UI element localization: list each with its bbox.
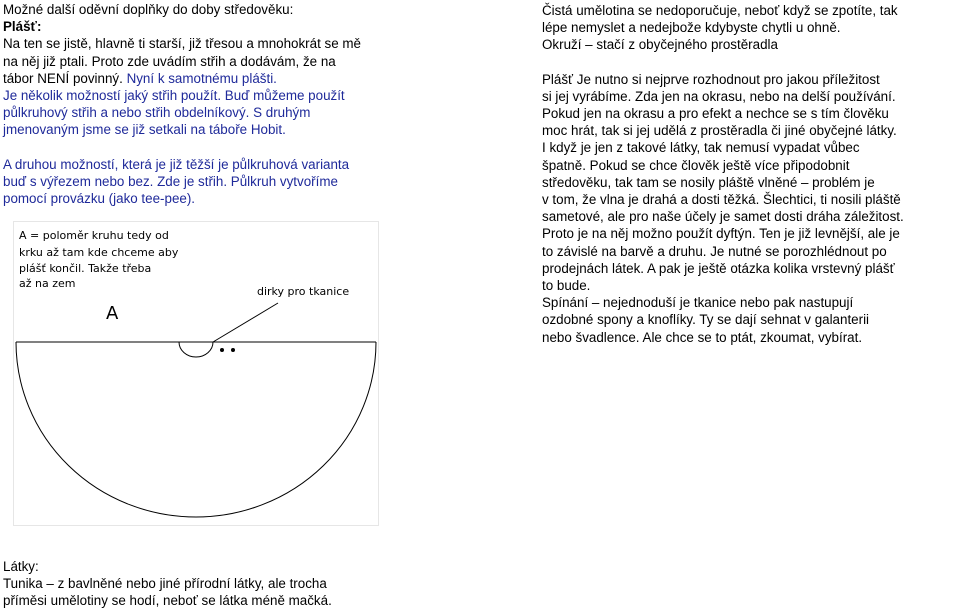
paragraph-fragment: Nyní k samotnému plášti.	[126, 70, 277, 86]
paragraph-line: na něj již ptali. Proto zde uvádím střih a dodávám, že na	[3, 53, 336, 69]
figure-holes-label: dirky pro tkanice	[257, 285, 350, 298]
figure-note-line: krku až tam kde chceme aby	[19, 246, 179, 259]
paragraph-line: sametové, ale pro naše účely je samet dosti dráha záležitost.	[542, 209, 904, 225]
paragraph-line: ozdobné spony a knoflíky. Ty se dají sehnat v galanterii	[542, 312, 870, 328]
right-column	[542, 2, 956, 346]
paragraph-line: to závislé na barvě a druhu. Je nutné se porozhlédnout po	[542, 243, 887, 259]
paragraph-line: buď s výřezem nebo bez. Zde je střih. Půlkruh vytvoříme	[3, 173, 338, 189]
fabrics-heading: Látky:	[3, 559, 39, 574]
left-column	[3, 1, 421, 207]
paragraph-line: si jej vyrábíme. Zda jen na okrasu, nebo na delší používání.	[542, 88, 896, 104]
paragraph-line: Spínání – nejednoduší je tkanice nebo pak nastupují	[542, 295, 854, 311]
spacer	[542, 54, 956, 71]
section-heading: Možné další oděvní doplňky do doby středověku:	[3, 2, 294, 17]
paragraph-line: špatně. Pokud se chce člověk ještě více připodobnit	[542, 157, 850, 173]
paragraph-fragment: tábor NENÍ povinný.	[3, 70, 127, 86]
paragraph-line	[3, 70, 421, 87]
paragraph-line: Okruží – stačí z obyčejného prostěradla	[542, 37, 778, 53]
figure-note-line: až na zem	[19, 277, 76, 290]
paragraph-line: Pokud jen na okrasu a pro efekt a nechce se s tím člověku	[542, 106, 889, 122]
paragraph-line: půlkruhový střih a nebo střih obdelníkový. S druhým	[3, 105, 311, 121]
fabrics-section	[3, 558, 421, 610]
paragraph-line: to bude.	[542, 278, 591, 294]
lace-hole	[231, 348, 235, 352]
paragraph-line: Čistá umělotina se nedoporučuje, neboť když se zpotíte, tak	[542, 3, 898, 18]
cloak-pattern-figure	[13, 221, 379, 526]
paragraph-line: Na ten se jistě, hlavně ti starší, již třesou a mnohokrát se mě	[3, 36, 361, 52]
spacer	[3, 139, 421, 156]
paragraph-line: nebo švadlence. Ale chce se to ptát, zkoumat, vybírat.	[542, 329, 863, 345]
paragraph-line: prodejnách látek. A pak je ještě otázka kolika vrstevný plášť	[542, 260, 895, 276]
paragraph-line: A druhou možností, která je již těžší je půlkruhová varianta	[3, 156, 350, 172]
paragraph-line: Plášť Je nutno si nejprve rozhodnout pro jakou příležitost	[542, 71, 880, 87]
paragraph-line: moc hrát, tak si jej udělá z prostěradla či jiné obyčejné látky.	[542, 123, 897, 139]
figure-radius-label: A	[106, 303, 119, 324]
cloak-paragraph	[542, 71, 956, 346]
paragraph-line: v tom, že vlna je drahá a dosti těžká. Šlechtici, ti nosili pláště	[542, 192, 901, 208]
figure-note-line: A = poloměr kruhu tedy od	[19, 229, 169, 242]
paragraph-line: Je několik možností jaký střih použít. Buď můžeme použít	[3, 88, 345, 104]
paragraph-line: Tunika – z bavlněné nebo jiné přírodní látky, ale trocha	[3, 576, 327, 592]
paragraph-line: jmenovaným jsme se již setkali na táboře Hobit.	[3, 122, 286, 138]
paragraph-line: pomocí provázku (jako tee-pee).	[3, 191, 196, 207]
paragraph-line: I když je jen z takové látky, tak nemusí vypadat vůbec	[542, 140, 860, 156]
paragraph-line: lépe nemyslet a nedejbože kdybyste chytli u ohně.	[542, 20, 841, 36]
paragraph-line: Proto je na něj možno použít dyftýn. Ten je již levnější, ale je	[542, 226, 900, 242]
figure-note-line: plášť končil. Takže třeba	[19, 262, 152, 275]
lace-hole	[220, 348, 224, 352]
cloak-heading: Plášť:	[3, 19, 42, 35]
paragraph-line: příměsi umělotiny se hodí, neboť se látka méně mačká.	[3, 593, 332, 609]
paragraph-line: středověku, tak tam se nosily pláště vlněné – problém je	[542, 174, 875, 190]
